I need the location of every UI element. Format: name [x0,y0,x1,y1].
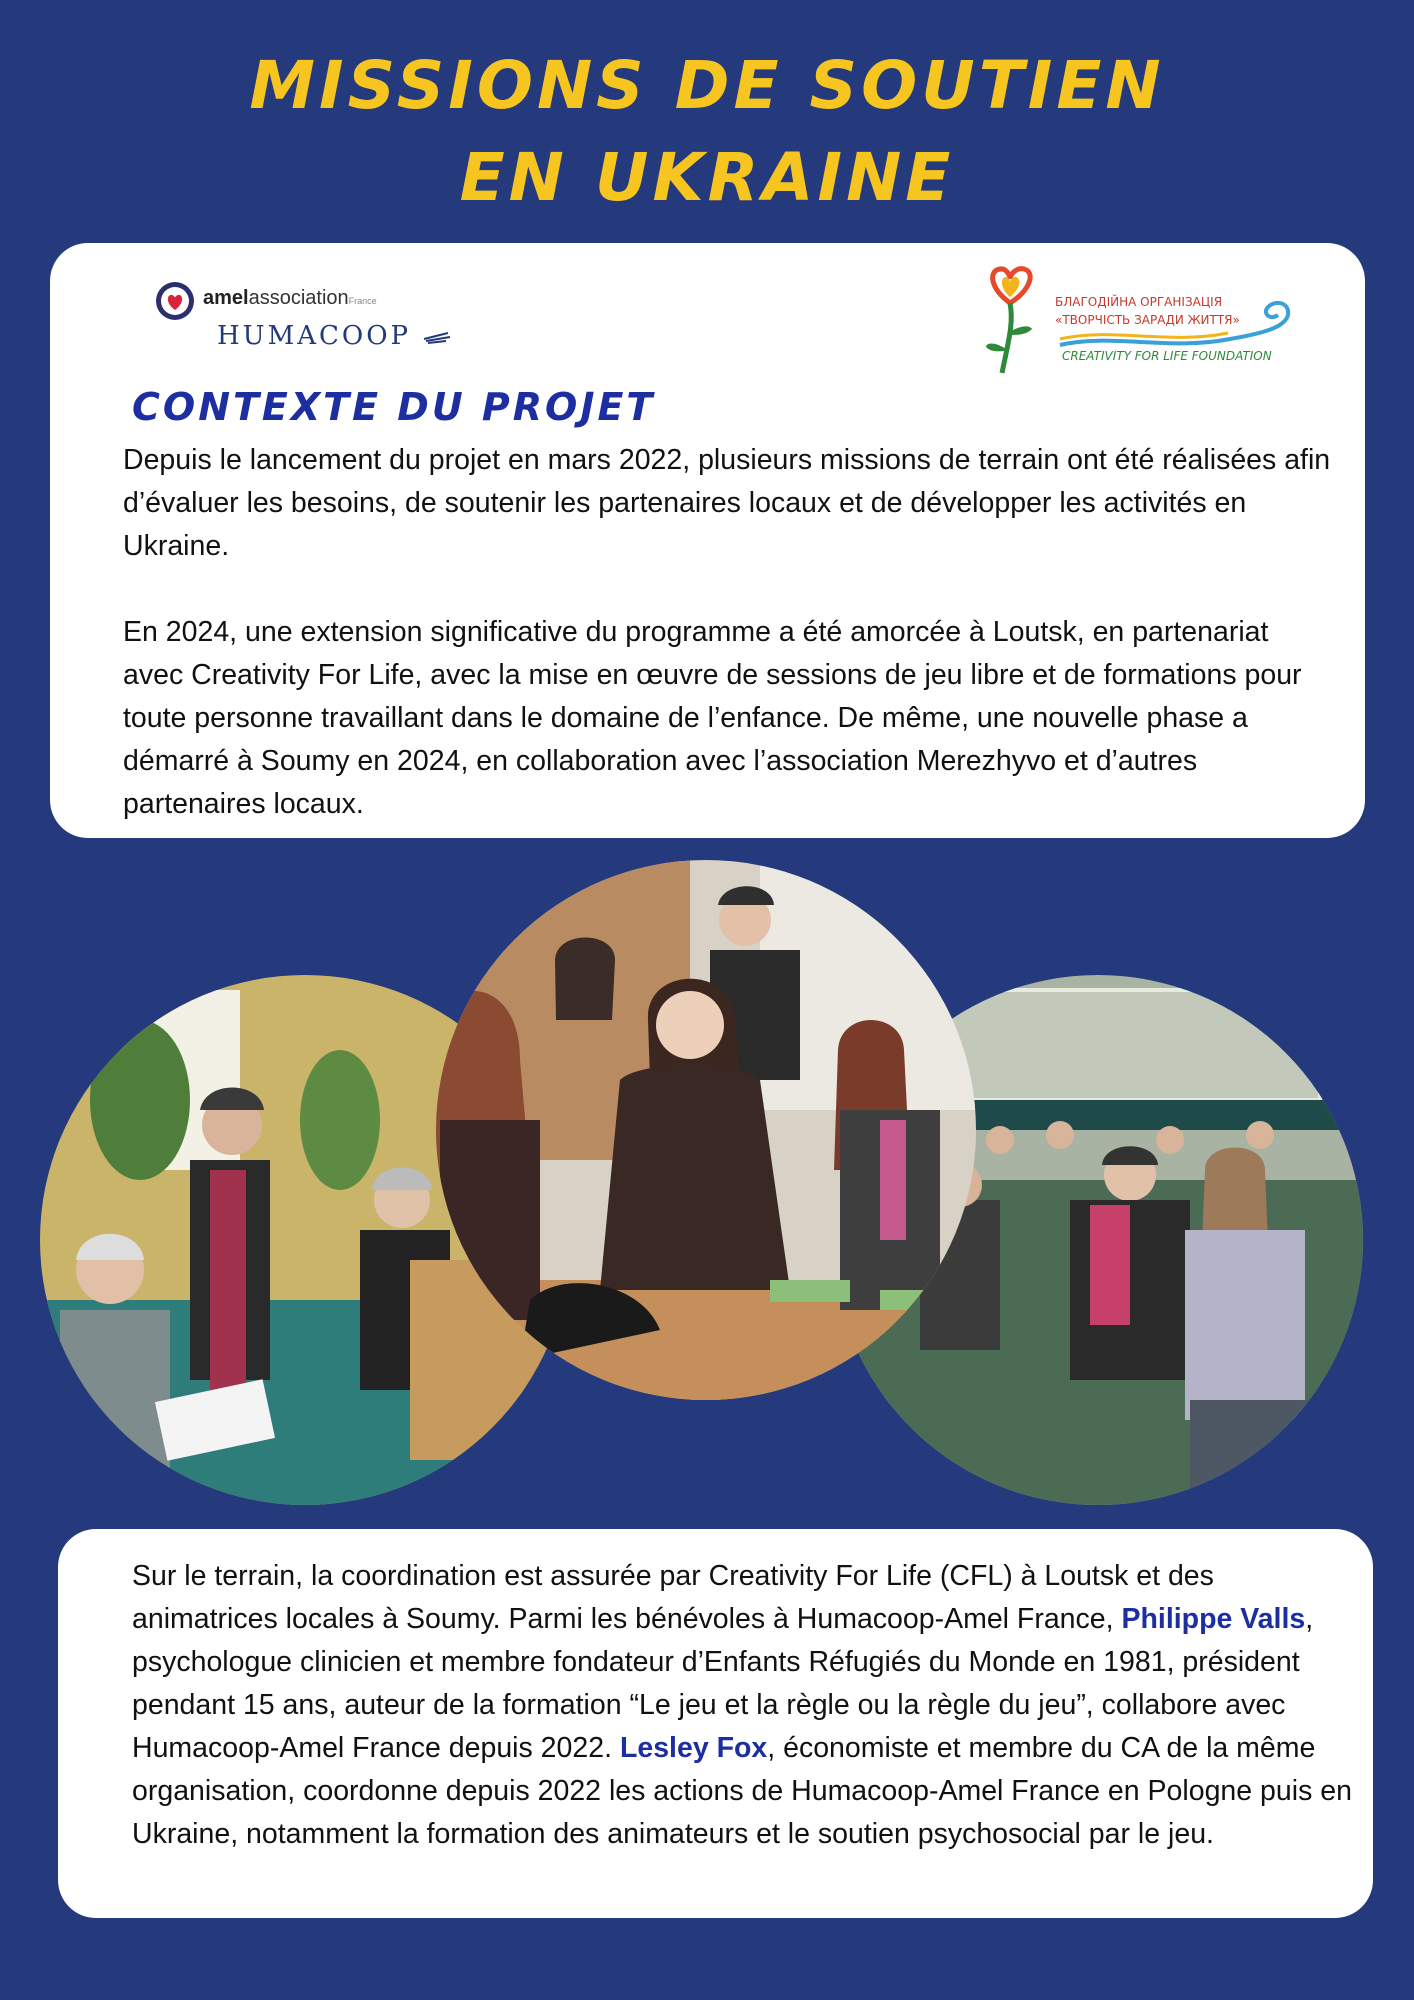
coordination-card [58,1529,1373,1918]
humacoop-wordmark: HUMACOOP [217,321,452,351]
coordination-paragraph: Sur le terrain, la coordination est assurée par Creativity For Life (CFL) à Loutsk et des animatrices locales à Soumy. Parmi les bénévoles à Humacoop-Amel France, Philippe Valls, psychologue clinicien et membre fondateur d’Enfants Réfugiés du Monde en 1981, président pendant 15 ans, auteur de la formation “Le jeu et la règle ou la règle du jeu”, collabore avec Humacoop-Amel France depuis 2022. Lesley Fox, économiste et membre du CA de la même organisation, coordonne depuis 2022 les actions de Humacoop-Amel France en Pologne puis en Ukraine, notamment la formation des animateurs et le soutien psychosocial par le jeu. [132,1560,1352,1850]
context-heading: CONTEXTE DU PROJET [132,385,656,429]
context-paragraph-1: Depuis le lancement du projet en mars 2022, plusieurs missions de terrain ont été réalisées afin d’évaluer les besoins, de soutenir les partenaires locaux et de développer les activités en Ukraine. [123,444,1331,562]
cfl-ua-line1: БЛАГОДІЙНА ОРГАНІЗАЦІЯ [1055,295,1223,309]
page-title-line1: MISSIONS DE SOUTIEN [249,47,1165,124]
page-title-line2: EN UKRAINE [459,139,955,216]
context-paragraph-2: En 2024, une extension significative du programme a été amorcée à Loutsk, en partenariat avec Creativity For Life, avec la mise en œuvre de sessions de jeu libre et de formations pour toute personne travaillant dans le domaine de l’enfance. De même, une nouvelle phase a démarré à Soumy en 2024, en collaboration avec l’association Merezhyvo et d’autres partenaires locaux. [123,616,1302,820]
cfl-en-name: CREATIVITY FOR LIFE FOUNDATION [1062,349,1272,363]
cfl-ua-line2: «ТВОРЧІСТЬ ЗАРАДИ ЖИТТЯ» [1055,313,1240,327]
volunteer-name-philippe: Philippe Valls [1121,1603,1306,1635]
amel-wordmark: amelassociationFrance [203,287,377,309]
volunteer-name-lesley: Lesley Fox [619,1732,768,1764]
